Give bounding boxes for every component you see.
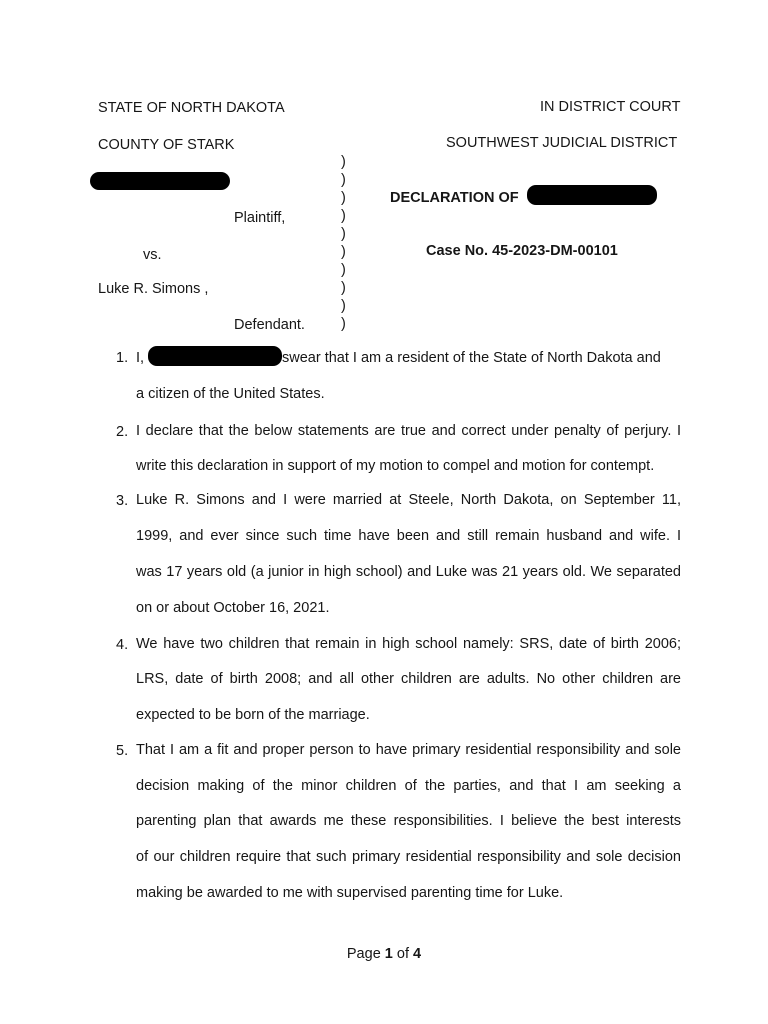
declarant-name-redaction [148, 346, 282, 366]
paren: ) [341, 244, 346, 260]
page-footer [0, 946, 768, 962]
paragraph-line: on or about October 16, 2021. [136, 600, 330, 616]
page-total: 4 [413, 946, 422, 962]
paragraph-line: decision making of the minor children of the parties, and that I am seeking a [136, 778, 681, 794]
page-word: Page [346, 946, 381, 962]
paragraph-line: swear that I am a resident of the State of North Dakota and [282, 350, 661, 366]
paragraph-line: Luke R. Simons and I were married at Steele, North Dakota, on September 11, [136, 492, 681, 508]
paragraph-number: 3. [116, 493, 129, 509]
document-title: DECLARATION OF [390, 190, 519, 206]
state-heading: STATE OF NORTH DAKOTA [98, 100, 285, 116]
paren: ) [341, 298, 346, 314]
page-of: of [396, 946, 409, 962]
plaintiff-name-redaction [90, 172, 230, 190]
paragraph-number: 2. [116, 424, 129, 440]
paragraph-number: 5. [116, 743, 129, 759]
declarant-name-redaction [527, 185, 657, 205]
paragraph-line: That I am a fit and proper person to have primary residential responsibility and sole [136, 742, 681, 758]
paren: ) [341, 190, 346, 206]
paragraph-line: of our children require that such primary residential responsibility and sole decision [136, 849, 681, 865]
paren: ) [341, 262, 346, 278]
paren: ) [341, 154, 346, 170]
paragraph-line: parenting plan that awards me these responsibilities. I believe the best interests [136, 813, 681, 829]
defendant-name: Luke R. Simons , [98, 281, 209, 297]
defendant-label: Defendant. [234, 317, 305, 333]
paren: ) [341, 316, 346, 332]
paragraph-line: I declare that the below statements are true and correct under penalty of perjury. I [136, 423, 681, 439]
county-heading: COUNTY OF STARK [98, 137, 235, 153]
paragraph-number: 1. [116, 350, 129, 366]
paragraph-line: a citizen of the United States. [136, 386, 325, 402]
paragraph-line: 1999, and ever since such time have been and still remain husband and wife. I [136, 528, 681, 544]
paragraph-line: expected to be born of the marriage. [136, 707, 370, 723]
paragraph-number: 4. [116, 637, 129, 653]
paren: ) [341, 280, 346, 296]
case-number: Case No. 45-2023-DM-00101 [426, 243, 618, 259]
district-heading: SOUTHWEST JUDICIAL DISTRICT [446, 135, 678, 151]
page-current: 1 [384, 946, 393, 962]
paragraph-line: I, [136, 350, 145, 366]
plaintiff-label: Plaintiff, [234, 210, 286, 226]
paragraph-line: making be awarded to me with supervised parenting time for Luke. [136, 885, 564, 901]
paren: ) [341, 172, 346, 188]
paren: ) [341, 208, 346, 224]
paragraph-line: write this declaration in support of my motion to compel and motion for contempt. [136, 458, 655, 474]
paren: ) [341, 226, 346, 242]
paragraph-line: We have two children that remain in high school namely: SRS, date of birth 2006; [136, 636, 681, 652]
court-heading: IN DISTRICT COURT [540, 99, 681, 115]
paragraph-line: LRS, date of birth 2008; and all other children are adults. No other children are [136, 671, 681, 687]
versus-label: vs. [143, 247, 162, 263]
paragraph-line: was 17 years old (a junior in high school) and Luke was 21 years old. We separated [136, 564, 681, 580]
